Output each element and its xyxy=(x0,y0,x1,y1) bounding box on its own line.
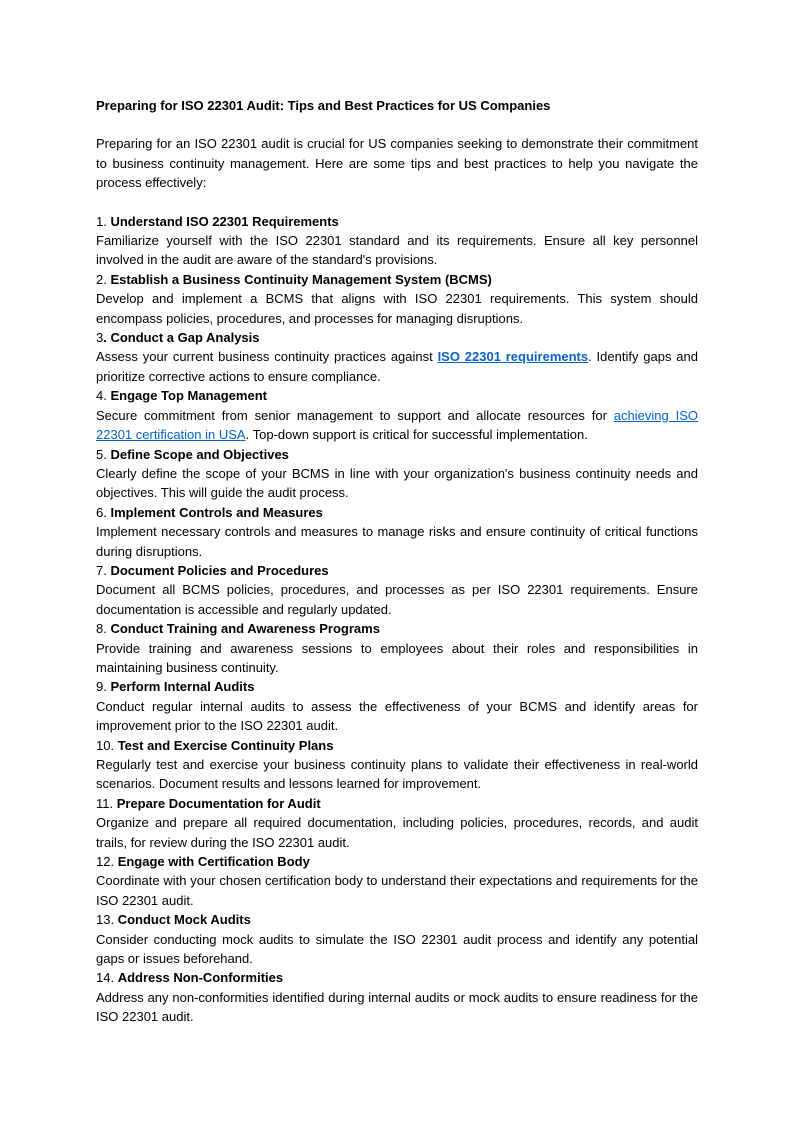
item-title: Conduct Training and Awareness Programs xyxy=(110,621,380,637)
item-heading xyxy=(96,445,698,464)
item-body: Address any non-conformities identified during internal audits or mock audits to ensure readiness for the ISO 22301 audit. xyxy=(96,989,698,1025)
item-body: Provide training and awareness sessions to employees about their roles and responsibilities in maintaining business continuity. xyxy=(96,640,698,675)
item-body-text: . Top-down support is critical for successful implementation. xyxy=(245,427,588,443)
item-title: Implement Controls and Measures xyxy=(110,504,323,520)
item-title: Establish a Business Continuity Management System (BCMS) xyxy=(110,271,492,287)
item-heading xyxy=(96,561,698,580)
item-title: Engage with Certification Body xyxy=(117,854,310,870)
item-heading xyxy=(96,619,698,638)
document-title: Preparing for ISO 22301 Audit: Tips and Best Practices for US Companies xyxy=(96,98,551,113)
tips-list xyxy=(96,212,698,1027)
item-heading xyxy=(96,503,698,522)
item-heading xyxy=(96,794,698,813)
item-body: Develop and implement a BCMS that aligns with ISO 22301 requirements. This system should encompass policies, procedures, and processes for managing disruptions. xyxy=(96,291,698,326)
intro-paragraph: Preparing for an ISO 22301 audit is crucial for US companies seeking to demonstrate their commitment to business continuity management. Here are some tips and best practices to help you navigate the process effectively: xyxy=(96,136,698,191)
item-title: . Conduct a Gap Analysis xyxy=(103,330,260,346)
item-number: 9. xyxy=(96,679,111,695)
item-heading xyxy=(96,910,698,929)
item-number: 8. xyxy=(96,621,111,637)
list-item xyxy=(96,852,698,910)
item-title: Perform Internal Audits xyxy=(110,679,255,695)
item-number: 6. xyxy=(96,504,111,520)
list-item xyxy=(96,736,698,794)
list-item xyxy=(96,561,698,619)
item-body: Consider conducting mock audits to simulate the ISO 22301 audit process and identify any potential gaps or issues beforehand. xyxy=(96,931,698,967)
item-number: 3 xyxy=(96,330,104,346)
item-body-text: . Identify gaps and prioritize corrective actions to ensure compliance. xyxy=(96,349,698,384)
list-item xyxy=(96,910,698,968)
list-item xyxy=(96,794,698,852)
document-content xyxy=(96,96,698,1027)
list-item xyxy=(96,503,698,561)
item-body: Organize and prepare all required documentation, including policies, procedures, records, and audit trails, for review during the ISO 22301 audit. xyxy=(96,815,698,850)
list-item xyxy=(96,212,698,270)
item-body xyxy=(96,406,698,445)
item-number: 14. xyxy=(96,970,118,986)
item-number: 11. xyxy=(96,795,117,811)
list-item xyxy=(96,270,698,328)
item-title: Test and Exercise Continuity Plans xyxy=(117,737,334,753)
item-number: 2. xyxy=(96,271,111,287)
list-item xyxy=(96,445,698,503)
item-body-text: Assess your current business continuity practices against xyxy=(96,349,438,365)
item-heading xyxy=(96,328,698,347)
list-item xyxy=(96,677,698,735)
item-title: Define Scope and Objectives xyxy=(110,446,289,462)
item-title: Prepare Documentation for Audit xyxy=(116,795,321,811)
list-item xyxy=(96,619,698,677)
item-body: Clearly define the scope of your BCMS in line with your organization's business continuity needs and objectives. This will guide the audit process. xyxy=(96,465,698,501)
list-item xyxy=(96,968,698,1026)
item-heading xyxy=(96,386,698,405)
list-item xyxy=(96,328,698,386)
item-body: Implement necessary controls and measures to manage risks and ensure continuity of critical functions during disruptions. xyxy=(96,524,698,559)
item-title: Understand ISO 22301 Requirements xyxy=(110,213,339,229)
item-number: 1. xyxy=(96,213,111,229)
item-body: Regularly test and exercise your business continuity plans to validate their effectiveness in real-world scenarios. Document results and lessons learned for improvement. xyxy=(96,757,698,792)
item-title: Engage Top Management xyxy=(110,388,267,404)
item-title: Conduct Mock Audits xyxy=(117,912,251,928)
item-number: 7. xyxy=(96,562,111,578)
list-item xyxy=(96,386,698,444)
iso-certification-usa-link[interactable]: achieving ISO 22301 certification in USA xyxy=(96,407,698,443)
item-heading xyxy=(96,736,698,755)
item-number: 12. xyxy=(96,854,118,870)
item-body: Conduct regular internal audits to assess the effectiveness of your BCMS and identify areas for improvement prior to the ISO 22301 audit. xyxy=(96,698,698,734)
iso-22301-requirements-link[interactable]: ISO 22301 requirements xyxy=(437,349,589,365)
item-title: Document Policies and Procedures xyxy=(110,562,329,578)
item-body xyxy=(96,347,698,386)
item-body-text: Secure commitment from senior management to support and allocate resources for xyxy=(96,407,614,423)
item-body: Familiarize yourself with the ISO 22301 standard and its requirements. Ensure all key personnel involved in the audit are aware of the standard's provisions. xyxy=(96,233,698,268)
item-body: Coordinate with your chosen certification body to understand their expectations and requirements for the ISO 22301 audit. xyxy=(96,873,698,908)
item-heading xyxy=(96,968,698,987)
item-number: 13. xyxy=(96,912,118,928)
item-number: 4. xyxy=(96,388,111,404)
item-heading xyxy=(96,212,698,231)
item-number: 5. xyxy=(96,446,111,462)
item-heading xyxy=(96,852,698,871)
item-title: Address Non-Conformities xyxy=(117,970,284,986)
item-heading xyxy=(96,270,698,289)
item-number: 10. xyxy=(96,737,118,753)
item-heading xyxy=(96,677,698,696)
item-body: Document all BCMS policies, procedures, and processes as per ISO 22301 requirements. Ensure documentation is accessible and regularly updated. xyxy=(96,582,698,617)
